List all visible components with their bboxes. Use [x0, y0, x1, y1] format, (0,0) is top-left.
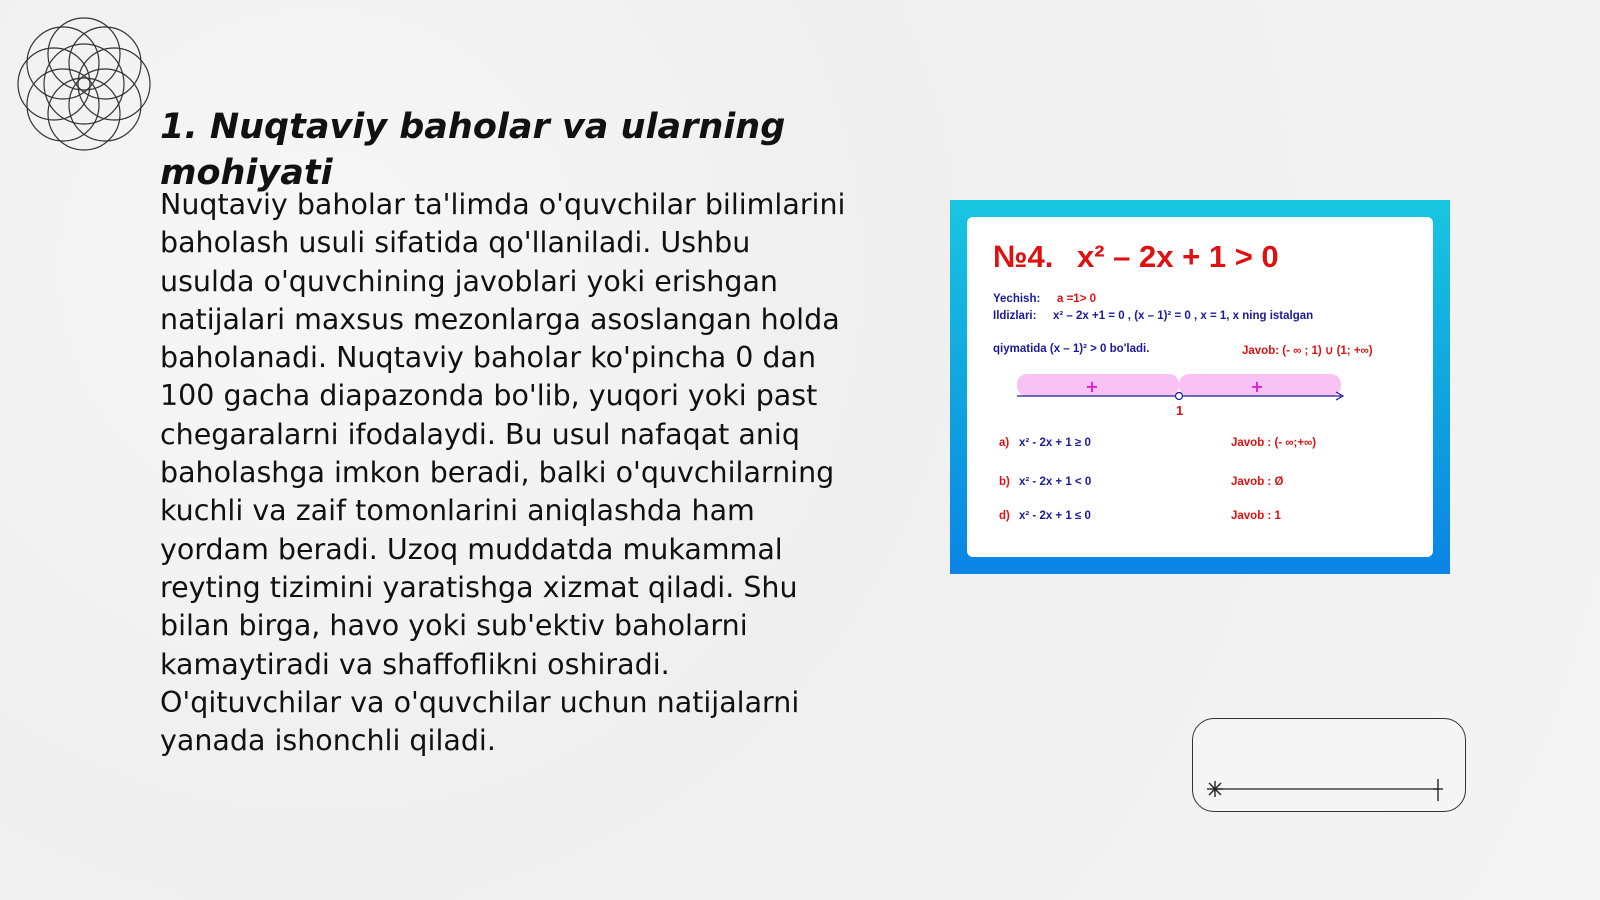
part-a-letter: a) [999, 437, 1010, 449]
sparkle-icon [1207, 781, 1223, 797]
plus-sign-left: + [1085, 377, 1099, 396]
slide-body-text: Nuqtaviy baholar ta'limda o'quvchilar bilimlarini baholash usuli sifatida qo'llaniladi. Ushbu usulda o'quvchining javoblari yoki erishgan natijalari maxsus mezonlarga asoslangan holda baholanadi. Nuqtaviy baholar ko'pincha 0 dan 100 gacha diapazonda bo'lib, yuqori yoki past chegaralarni ifodalaydi. Bu usul nafaqat aniq baholashga imkon beradi, balki o'quvchilarning kuchli va zaif tomonlarini aniqlashda ham yordam beradi. Uzoq muddatda mukammal reyting tizimini yaratishga xizmat qiladi. Shu bilan birga, havo yoki sub'ektiv baholarni kamaytiradi va shaffoflikni oshiradi. O'qituvchilar va o'quvchilar uchun natijalarni yanada ishonchli qiladi. [160, 188, 846, 758]
part-b-answer: Javob : Ø [1231, 476, 1284, 488]
part-b-expr: x² - 2x + 1 < 0 [1019, 476, 1092, 488]
math-problem-card [967, 217, 1433, 557]
ildizlari-text: x² – 2x +1 = 0 , (x – 1)² = 0 , x = 1, x ning istalgan [1053, 310, 1314, 322]
open-point [1176, 393, 1183, 400]
part-a-expr: x² - 2x + 1 ≥ 0 [1019, 437, 1091, 449]
part-d-expr: x² - 2x + 1 ≤ 0 [1019, 510, 1091, 522]
yechish-label: Yechish: [993, 293, 1041, 305]
number-line-label: 1 [1176, 403, 1184, 418]
cross-marker-icon [1433, 779, 1443, 801]
part-b-letter: b) [999, 476, 1010, 488]
part-d-letter: d) [999, 510, 1010, 522]
problem-equation: x² – 2x + 1 > 0 [1077, 239, 1279, 274]
part-a-answer: Javob : (- ∞;+∞) [1231, 437, 1317, 449]
part-d-answer: Javob : 1 [1231, 510, 1281, 522]
yechish-value: a =1> 0 [1057, 293, 1097, 305]
plus-sign-right: + [1250, 377, 1264, 396]
slider-line [1193, 719, 1465, 811]
circle-ornament-icon [10, 10, 158, 158]
problem-number: №4. [993, 239, 1054, 274]
slide-title: 1. Nuqtaviy baholar va ularning mohiyati [160, 107, 786, 193]
ildizlari-label: Ildizlari: [993, 310, 1037, 322]
main-answer: Javob: (- ∞ ; 1) ∪ (1; +∞) [1242, 345, 1373, 357]
decorative-slider-box [1192, 718, 1466, 812]
qiymatida-text: qiymatida (x – 1)² > 0 bo'ladi. [993, 343, 1150, 355]
math-problem-image [950, 200, 1450, 574]
